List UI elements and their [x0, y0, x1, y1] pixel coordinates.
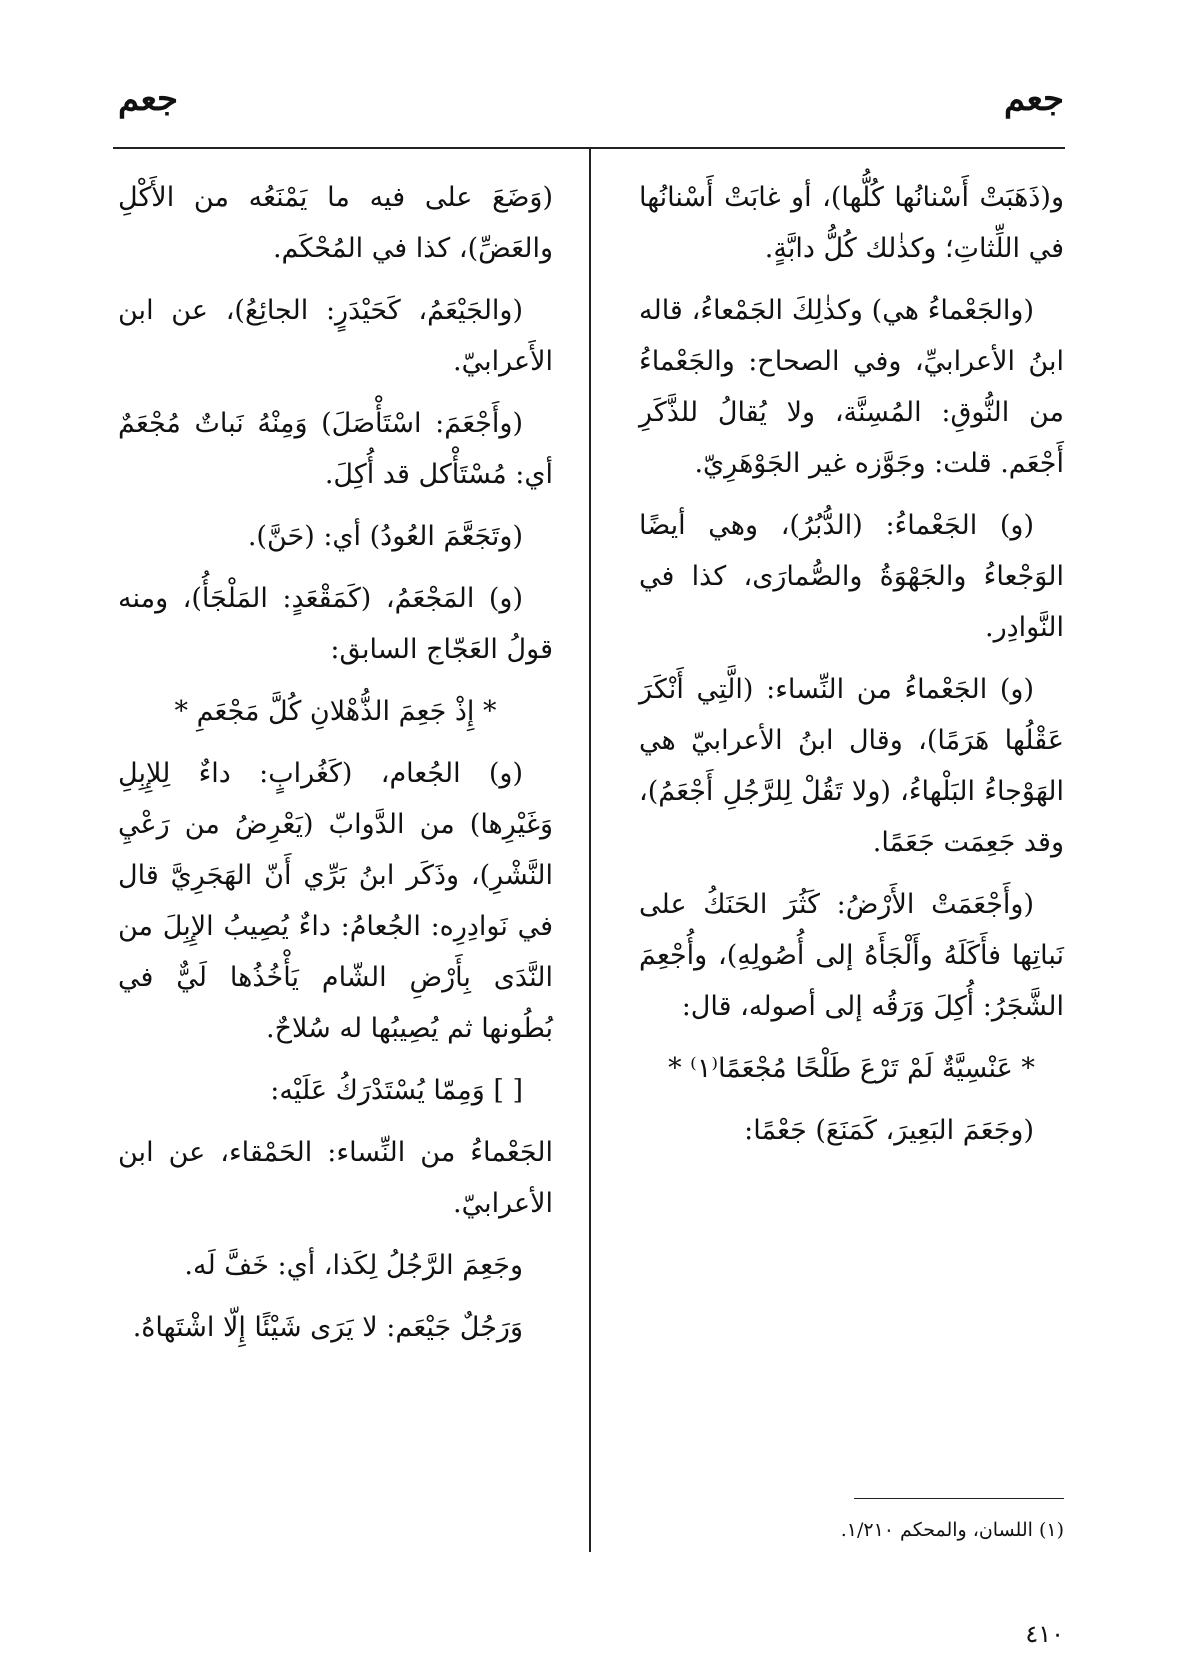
poetry-verse: * عَنْسِيَّةٌ لَمْ تَرْعَ طَلْحًا مُجْعَمًا⁽١⁾ *: [668, 1053, 1035, 1084]
entry-paragraph: وَرَجُلٌ جَيْعَم: لا يَرَى شَيْئًا إِلّا اشْتَهاهُ.: [132, 1312, 523, 1343]
entry-paragraph: الجَعْماءُ من النِّساء: الحَمْقاء، عن ابن الأعرابيّ.: [118, 1137, 553, 1219]
entry-paragraph: و(ذَهَبَتْ أَسْنانُها كُلُّها)، أو غابَتْ أَسْنانُها في اللِّثاتِ؛ وكذٰلك كُلُّ دابَّةٍ.: [639, 182, 1064, 264]
footnote: (١) اللسان، والمحكم ١/٢١٠.: [840, 1519, 1064, 1541]
entry-paragraph: (والجَيْعَمُ، كَحَيْدَرٍ: الجائِعُ)، عن ابن الأَعرابيّ.: [118, 295, 553, 377]
left-column: [118, 172, 553, 1364]
entry-paragraph: (والجَعْماءُ هي) وكذٰلِكَ الجَمْعاءُ، قاله ابنُ الأعرابيِّ، وفي الصحاح: والجَعْماءُ من النُّوقِ: المُسِنَّة، ولا يُقالُ للذَّكَرِ أَجْعَم. قلت: وجَوَّزه غير الجَوْهَرِيّ.: [639, 295, 1064, 479]
poetry-verse: * إِذْ جَعِمَ الذُّهْلانِ كُلَّ مَجْعَمِ *: [174, 696, 497, 727]
addendum-heading: [ ] وَمِمّا يُسْتَدْرَكُ عَلَيْه:: [270, 1075, 523, 1106]
entry-paragraph: (و) المَجْعَمُ، (كَمَقْعَدٍ: المَلْجَأُ)، ومنه قولُ العَجّاج السابق:: [118, 583, 553, 665]
entry-paragraph: (وتَجَعَّمَ العُودُ) أي: (حَنَّ).: [247, 521, 523, 552]
right-column: [639, 172, 1064, 1167]
column-divider: [589, 149, 591, 1552]
entry-paragraph: (وجَعَمَ البَعِيرَ، كَمَنَعَ) جَعْمًا:: [744, 1115, 1034, 1146]
running-head-left: جعم: [118, 79, 179, 119]
footnote-rule: [854, 1498, 1064, 1499]
entry-paragraph: (وأَجْعَمَتْ الأَرْضُ: كَثُرَ الحَنَكُ على نَباتِها فأَكَلَهُ وأَلْجَأَهُ إلى أُصُولِهِ)، وأُجْعِمَ الشَّجَرُ: أُكِلَ وَرَقُه إلى أصوله، قال:: [639, 889, 1064, 1022]
page-number: ٤١٠: [1025, 1620, 1064, 1648]
entry-paragraph: (و) الجُعام، (كَغُرابٍ: داءٌ لِلإِبِلِ وَغَيْرِها) من الدَّوابّ (يَعْرِضُ من رَعْيِ النَّشْرِ)، وذَكَر ابنُ بَرِّي أَنّ الهَجَرِيَّ قال في نَوادِرِه: الجُعامُ: داءٌ يُصِيبُ الإِبِلَ من النَّدَى بِأَرْضِ الشّام يَأْخُذُها لَيٌّ في بُطُونها ثم يُصِيبُها له سُلاحٌ.: [118, 758, 553, 1044]
entry-paragraph: (و) الجَعْماءُ: (الدُّبُرُ)، وهي أيضًا الوَجْعاءُ والجَهْوَةُ والصُّمارَى، كذا في النَّوادِر.: [639, 510, 1064, 643]
running-head-right: جعم: [1003, 79, 1064, 119]
entry-paragraph: وجَعِمَ الرَّجُلُ لِكَذا، أي: خَفَّ لَه.: [184, 1250, 523, 1281]
entry-paragraph: (و) الجَعْماءُ من النِّساء: (الَّتِي أَنْكَرَ عَقْلُها هَرَمًا)، وقال ابنُ الأعرابيّ هي الهَوْجاءُ البَلْهاءُ، (ولا تَقُلْ لِلرَّجُلِ أَجْعَمُ)، وقد جَعِمَت جَعَمًا.: [639, 674, 1064, 858]
entry-paragraph: (وَضَعَ على فيه ما يَمْنَعُه من الأَكْلِ والعَضِّ)، كذا في المُحْكَم.: [118, 182, 553, 264]
entry-paragraph: (وأَجْعَمَ: اسْتَأْصَلَ) وَمِنْهُ نَباتٌ مُجْعَمٌ أي: مُسْتَأْكل قد أُكِلَ.: [118, 408, 553, 490]
